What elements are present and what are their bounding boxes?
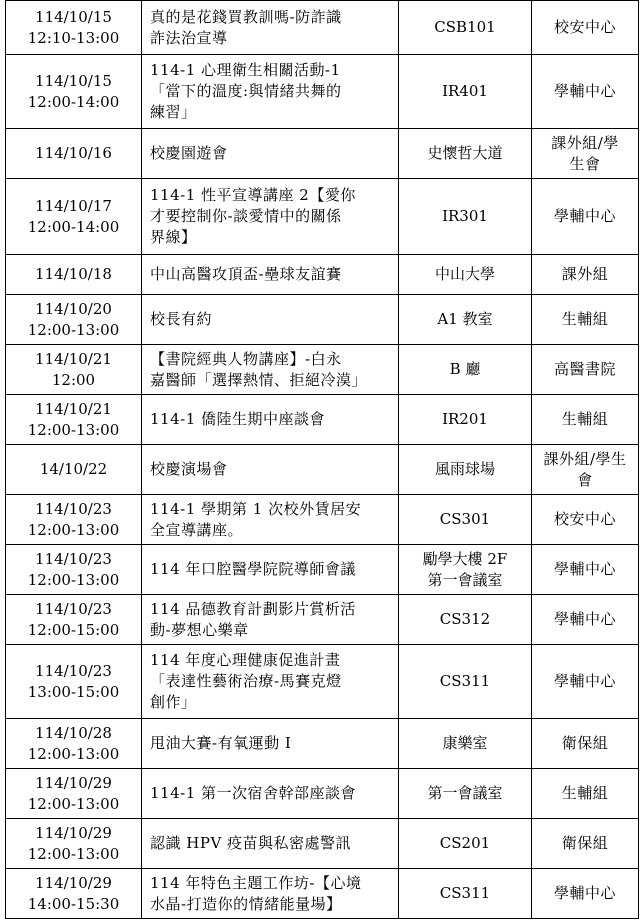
organizer-text: 生輔組 [561, 310, 609, 328]
table-row [6, 445, 639, 495]
event-text: 甩油大賽-有氧運動 I [150, 734, 292, 752]
time-text: 12:00 [51, 370, 96, 389]
event-cell [142, 545, 399, 595]
organizer-text: 學輔中心 [553, 82, 616, 100]
date-cell [6, 869, 142, 919]
organizer-cell [532, 645, 639, 719]
location-cell [399, 395, 532, 445]
location-text: 第一會議室 [427, 784, 503, 802]
location-text: 勵學大樓 2F [422, 549, 508, 568]
date-cell [6, 545, 142, 595]
organizer-text: 生輔組 [561, 784, 609, 802]
location-cell [399, 179, 532, 255]
table-row [6, 295, 639, 345]
event-cell [142, 179, 399, 255]
date-cell [6, 819, 142, 869]
date-cell [6, 645, 142, 719]
organizer-cell [532, 55, 639, 129]
event-text: 114 年度心理健康促進計畫 [150, 651, 341, 669]
location-text: CS201 [439, 834, 491, 852]
organizer-cell [532, 545, 639, 595]
organizer-text: 高醫書院 [553, 360, 616, 378]
event-cell [142, 345, 399, 395]
location-text: IR301 [442, 207, 488, 225]
organizer-text: 學輔中心 [553, 207, 616, 225]
event-text: 「表達性藝術治療-馬賽克燈 [150, 672, 342, 690]
date-text: 114/10/18 [35, 265, 112, 283]
event-cell [142, 769, 399, 819]
event-text: 界線】 [150, 228, 197, 246]
event-cell [142, 645, 399, 719]
event-text: 【書院經典人物講座】-白永 [150, 349, 342, 368]
location-cell [399, 819, 532, 869]
time-text: 13:00-15:00 [27, 682, 120, 701]
table-row [6, 595, 639, 645]
location-text: 第一會議室 [427, 570, 503, 589]
organizer-cell [532, 129, 639, 179]
date-cell [6, 719, 142, 769]
location-cell [399, 55, 532, 129]
event-text: 114-1 性平宣導講座 2【愛你 [150, 186, 356, 204]
location-text: A1 教室 [437, 310, 493, 328]
date-text: 114/10/21 [35, 349, 112, 368]
date-cell [6, 295, 142, 345]
organizer-cell [532, 819, 639, 869]
location-cell [399, 719, 532, 769]
location-cell [399, 545, 532, 595]
organizer-cell [532, 719, 639, 769]
event-text: 114 年口腔醫學院院導師會議 [150, 560, 356, 578]
organizer-text: 生會 [569, 154, 601, 173]
location-text: CS312 [439, 610, 491, 628]
location-cell [399, 345, 532, 395]
event-text: 114 品德教育計劃影片賞析活 [150, 599, 356, 618]
event-text: 真的是花錢買教訓嗎-防詐識 [150, 7, 342, 26]
table-row [6, 645, 639, 719]
table-row [6, 719, 639, 769]
date-cell [6, 345, 142, 395]
date-text: 114/10/15 [35, 7, 112, 26]
organizer-cell [532, 295, 639, 345]
event-cell [142, 495, 399, 545]
date-cell [6, 395, 142, 445]
table-row [6, 129, 639, 179]
table-row [6, 345, 639, 395]
organizer-cell [532, 395, 639, 445]
event-text: 才要控制你-談愛情中的關係 [150, 207, 342, 225]
location-text: CS311 [439, 884, 491, 902]
event-cell [142, 255, 399, 295]
location-cell [399, 445, 532, 495]
location-cell [399, 869, 532, 919]
event-text: 114-1 僑陸生期中座談會 [150, 410, 326, 428]
event-cell [142, 869, 399, 919]
location-cell [399, 769, 532, 819]
time-text: 12:00-14:00 [27, 92, 120, 111]
organizer-cell [532, 869, 639, 919]
location-cell [399, 295, 532, 345]
event-text: 詐法治宣導 [150, 28, 228, 47]
event-cell [142, 719, 399, 769]
event-text: 114-1 學期第 1 次校外賃居安 [150, 499, 362, 518]
date-cell [6, 55, 142, 129]
event-text: 114-1 心理衛生相關活動-1 [150, 61, 341, 79]
event-text: 校長有約 [150, 310, 213, 328]
event-cell [142, 295, 399, 345]
date-text: 114/10/23 [35, 661, 112, 680]
table-row [6, 495, 639, 545]
event-text: 練習」 [150, 103, 197, 121]
table-row [6, 819, 639, 869]
organizer-text: 課外組/學 [551, 133, 619, 152]
event-text: 動-夢想心樂章 [150, 620, 249, 639]
location-text: 康樂室 [442, 734, 488, 752]
date-cell [6, 445, 142, 495]
time-text: 12:00-13:00 [27, 520, 120, 539]
event-cell [142, 129, 399, 179]
organizer-text: 學輔中心 [553, 610, 616, 628]
location-text: B 廳 [449, 360, 481, 378]
location-text: 風雨球場 [434, 460, 495, 478]
location-text: IR401 [442, 82, 488, 100]
event-cell [142, 819, 399, 869]
schedule-sheet [5, 0, 639, 919]
table-row [6, 869, 639, 919]
organizer-cell [532, 495, 639, 545]
table-row [6, 769, 639, 819]
table-row [6, 255, 639, 295]
organizer-text: 會 [577, 470, 593, 489]
event-cell [142, 595, 399, 645]
date-text: 14/10/22 [39, 460, 108, 478]
organizer-text: 課外組 [561, 265, 609, 283]
time-text: 12:00-13:00 [27, 794, 120, 813]
organizer-cell [532, 255, 639, 295]
event-text: 全宣導講座。 [150, 520, 244, 539]
date-cell [6, 255, 142, 295]
location-cell [399, 495, 532, 545]
organizer-cell [532, 1, 639, 55]
date-cell [6, 495, 142, 545]
date-cell [6, 179, 142, 255]
date-text: 114/10/23 [35, 499, 112, 518]
date-text: 114/10/29 [35, 773, 112, 792]
event-cell [142, 1, 399, 55]
table-row [6, 179, 639, 255]
date-cell [6, 1, 142, 55]
event-text: 114-1 第一次宿舍幹部座談會 [150, 784, 357, 802]
event-text: 校慶演場會 [150, 460, 228, 478]
organizer-cell [532, 445, 639, 495]
event-cell [142, 445, 399, 495]
event-text: 水晶-打造你的情緒能量場】 [150, 894, 342, 913]
organizer-cell [532, 595, 639, 645]
event-text: 創作」 [150, 693, 197, 711]
location-cell [399, 129, 532, 179]
organizer-text: 衛保組 [561, 834, 609, 852]
date-cell [6, 769, 142, 819]
location-text: 史懷哲大道 [427, 144, 503, 162]
event-cell [142, 395, 399, 445]
date-text: 114/10/23 [35, 549, 112, 568]
date-text: 114/10/16 [35, 144, 112, 162]
event-text: 中山高醫攻頂盃-壘球友誼賽 [150, 265, 342, 283]
time-text: 14:00-15:30 [27, 894, 120, 913]
event-text: 校慶園遊會 [150, 144, 228, 162]
location-cell [399, 595, 532, 645]
location-cell [399, 645, 532, 719]
time-text: 12:00-13:00 [27, 844, 120, 863]
time-text: 12:00-15:00 [27, 620, 120, 639]
activity-schedule-table [5, 0, 639, 919]
time-text: 12:00-13:00 [27, 420, 120, 439]
time-text: 12:10-13:00 [27, 28, 120, 47]
organizer-cell [532, 179, 639, 255]
organizer-text: 校安中心 [553, 18, 616, 36]
location-text: 中山大學 [434, 265, 495, 283]
date-cell [6, 129, 142, 179]
organizer-text: 學輔中心 [553, 672, 616, 690]
location-text: CS311 [439, 672, 491, 690]
event-text: 114 年特色主題工作坊-【心境 [150, 873, 362, 892]
date-text: 114/10/17 [35, 196, 112, 215]
date-text: 114/10/29 [35, 873, 112, 892]
organizer-text: 衛保組 [561, 734, 609, 752]
organizer-text: 生輔組 [561, 410, 609, 428]
organizer-cell [532, 345, 639, 395]
date-text: 114/10/28 [35, 723, 112, 742]
event-text: 嘉醫師「選擇熱情、拒絕冷漠」 [150, 370, 368, 389]
organizer-text: 學輔中心 [553, 884, 616, 902]
date-text: 114/10/20 [35, 299, 112, 318]
location-text: CS301 [439, 510, 491, 528]
organizer-text: 學輔中心 [553, 560, 616, 578]
date-text: 114/10/29 [35, 823, 112, 842]
organizer-text: 課外組/學生 [543, 449, 627, 468]
table-row [6, 1, 639, 55]
event-cell [142, 55, 399, 129]
date-text: 114/10/23 [35, 599, 112, 618]
time-text: 12:00-13:00 [27, 320, 120, 339]
location-text: IR201 [442, 410, 488, 428]
location-cell [399, 1, 532, 55]
table-row [6, 55, 639, 129]
date-text: 114/10/21 [35, 399, 112, 418]
date-cell [6, 595, 142, 645]
organizer-cell [532, 769, 639, 819]
location-text: CSB101 [434, 18, 496, 36]
time-text: 12:00-13:00 [27, 570, 120, 589]
location-cell [399, 255, 532, 295]
event-text: 認識 HPV 疫苗與私密處警訊 [150, 834, 352, 852]
table-row [6, 545, 639, 595]
time-text: 12:00-13:00 [27, 744, 120, 763]
organizer-text: 校安中心 [553, 510, 616, 528]
date-text: 114/10/15 [35, 71, 112, 90]
table-row [6, 395, 639, 445]
event-text: 「當下的溫度:與情緒共舞的 [150, 82, 342, 100]
time-text: 12:00-14:00 [27, 217, 120, 236]
